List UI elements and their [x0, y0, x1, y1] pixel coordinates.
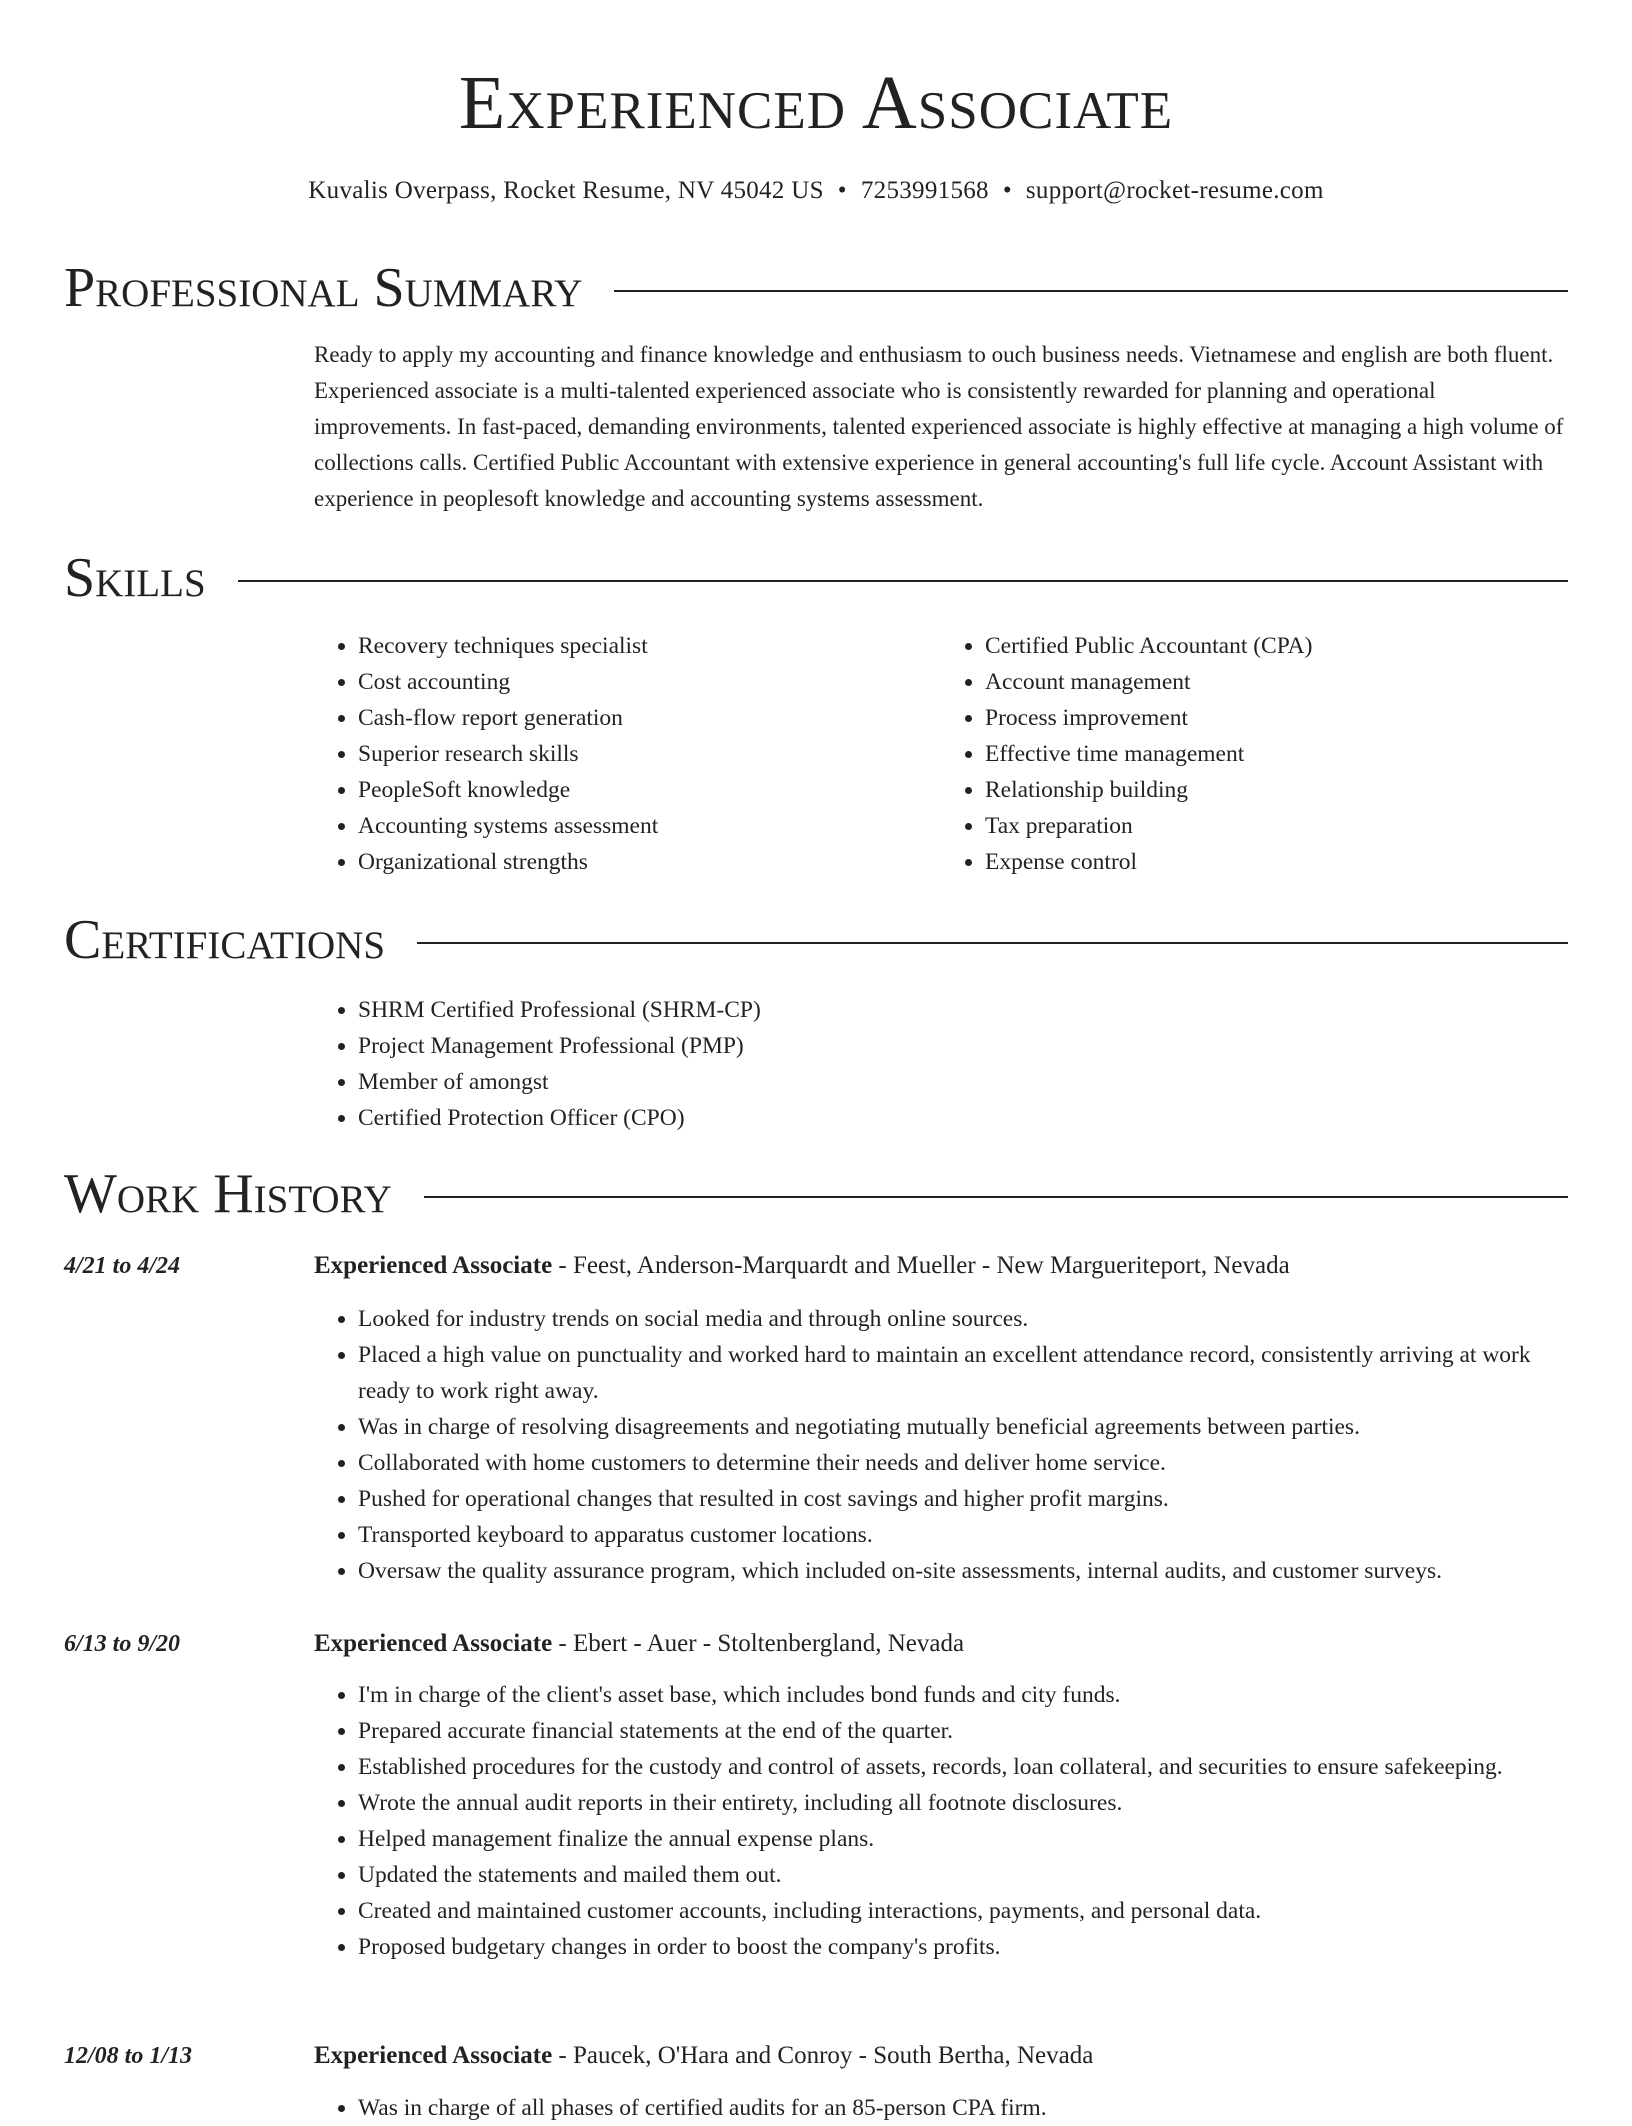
job-employer-location: - Ebert - Auer - Stoltenbergland, Nevada	[552, 1630, 965, 1657]
job-bullet: • Pushed for operational changes that resulted in cost savings and higher profit margins.	[358, 1481, 1568, 1517]
job-dates: 4/21 to 4/24	[64, 1253, 181, 1279]
job-bullet: • Proposed budgetary changes in order to boost the company's profits.	[358, 1929, 1568, 1965]
job-employer-location: - Feest, Anderson-Marquardt and Mueller - New Margueriteport, Nevada	[552, 1252, 1290, 1279]
certification-item: • Project Management Professional (PMP)	[358, 1028, 1568, 1064]
skill-item: • Recovery techniques specialist	[358, 628, 941, 664]
job-title: Experienced Associate	[314, 1630, 553, 1657]
job-duties	[314, 2090, 1568, 2126]
certification-item: • Member of amongst	[358, 1064, 1568, 1100]
job-bullet: • Was in charge of resolving disagreements and negotiating mutually beneficial agreements between parties.	[358, 1409, 1568, 1445]
skill-item: • Cost accounting	[358, 664, 941, 700]
summary-text: Ready to apply my accounting and finance knowledge and enthusiasm to ouch business needs. Vietnamese and english are both fluent. Experienced associate is a multi-talented experienced associate who is consistently rewarded for planning and operational improvements. In fast-paced, demanding environments, talented experienced associate is highly effective at managing a high volume of collections calls. Certified Public Accountant with extensive experience in general accounting's full life cycle. Account Assistant with experience in peoplesoft knowledge and accounting systems assessment.	[314, 342, 1564, 511]
contact-email[interactable]: support@rocket-resume.com	[1025, 177, 1324, 204]
job-dates: 6/13 to 9/20	[64, 1631, 181, 1657]
summary-section-header	[64, 258, 1568, 318]
job-bullet: • Established procedures for the custody and control of assets, records, loan collateral, and securities to ensure safekeeping.	[358, 1749, 1568, 1785]
section-divider	[614, 290, 1568, 292]
skills-columns	[314, 628, 1568, 880]
skills-list-left	[314, 628, 941, 880]
certifications-block	[314, 992, 1568, 1136]
job-bullet: • Transported keyboard to apparatus customer locations.	[358, 1517, 1568, 1553]
job-bullet-list	[314, 2090, 1568, 2126]
job-duties	[314, 1301, 1568, 1589]
skill-item: • Expense control	[985, 844, 1568, 880]
job-duties	[314, 1677, 1568, 1965]
certifications-heading: Certifications	[64, 909, 386, 971]
skills-heading: Skills	[64, 547, 206, 609]
skill-item: • Account management	[985, 664, 1568, 700]
work-section-header	[64, 1164, 1568, 1224]
job-bullet: • Wrote the annual audit reports in their entirety, including all footnote disclosures.	[358, 1785, 1568, 1821]
section-divider	[424, 1196, 1568, 1198]
skill-item: • Cash-flow report generation	[358, 700, 941, 736]
skill-item: • Tax preparation	[985, 808, 1568, 844]
job-employer-location: - Paucek, O'Hara and Conroy - South Bertha, Nevada	[552, 2042, 1094, 2069]
skill-item: • Superior research skills	[358, 736, 941, 772]
certification-item: • Certified Protection Officer (CPO)	[358, 1100, 1568, 1136]
skill-item: • Process improvement	[985, 700, 1568, 736]
contact-address: Kuvalis Overpass, Rocket Resume, NV 45042 US	[308, 177, 824, 204]
job-bullet: • Updated the statements and mailed them out.	[358, 1857, 1568, 1893]
work-heading: Work History	[64, 1163, 392, 1225]
certifications-list	[314, 992, 1568, 1136]
job-bullet: • Created and maintained customer accounts, including interactions, payments, and personal data.	[358, 1893, 1568, 1929]
job-bullet-list	[314, 1301, 1568, 1589]
section-divider	[238, 580, 1568, 582]
job-bullet: • Helped management finalize the annual expense plans.	[358, 1821, 1568, 1857]
job-title: Experienced Associate	[314, 1252, 553, 1279]
contact-line	[0, 174, 1632, 208]
skill-item: • Certified Public Accountant (CPA)	[985, 628, 1568, 664]
candidate-name: Experienced Associate	[458, 61, 1174, 145]
contact-phone: 7253991568	[860, 177, 989, 204]
section-divider	[417, 942, 1568, 944]
job-bullet: • Looked for industry trends on social media and through online sources.	[358, 1301, 1568, 1337]
job-header	[314, 1248, 1568, 1284]
skill-item: • Organizational strengths	[358, 844, 941, 880]
job-bullet: • Placed a high value on punctuality and worked hard to maintain an excellent attendance record, consistently arriving at work ready to work right away.	[358, 1337, 1568, 1409]
job-header	[314, 2038, 1568, 2074]
job-bullet: • Oversaw the quality assurance program, which included on-site assessments, internal audits, and customer surveys.	[358, 1553, 1568, 1589]
job-bullet: • Was in charge of all phases of certified audits for an 85-person CPA firm.	[358, 2090, 1568, 2126]
certifications-section-header	[64, 910, 1568, 970]
contact-separator: •	[837, 177, 847, 204]
job-bullet-list	[314, 1677, 1568, 1965]
skills-section-header	[64, 548, 1568, 608]
job-dates: 12/08 to 1/13	[64, 2043, 193, 2069]
skill-item: • Effective time management	[985, 736, 1568, 772]
skill-item: • Relationship building	[985, 772, 1568, 808]
job-bullet: • I'm in charge of the client's asset base, which includes bond funds and city funds.	[358, 1677, 1568, 1713]
job-title: Experienced Associate	[314, 2042, 553, 2069]
skill-item: • PeopleSoft knowledge	[358, 772, 941, 808]
skill-item: • Accounting systems assessment	[358, 808, 941, 844]
contact-separator: •	[1002, 177, 1012, 204]
job-header	[314, 1626, 1568, 1662]
job-bullet: • Prepared accurate financial statements at the end of the quarter.	[358, 1713, 1568, 1749]
job-bullet: • Collaborated with home customers to determine their needs and deliver home service.	[358, 1445, 1568, 1481]
summary-heading: Professional Summary	[64, 257, 583, 319]
certification-item: • SHRM Certified Professional (SHRM-CP)	[358, 992, 1568, 1028]
skills-list-right	[941, 628, 1568, 880]
